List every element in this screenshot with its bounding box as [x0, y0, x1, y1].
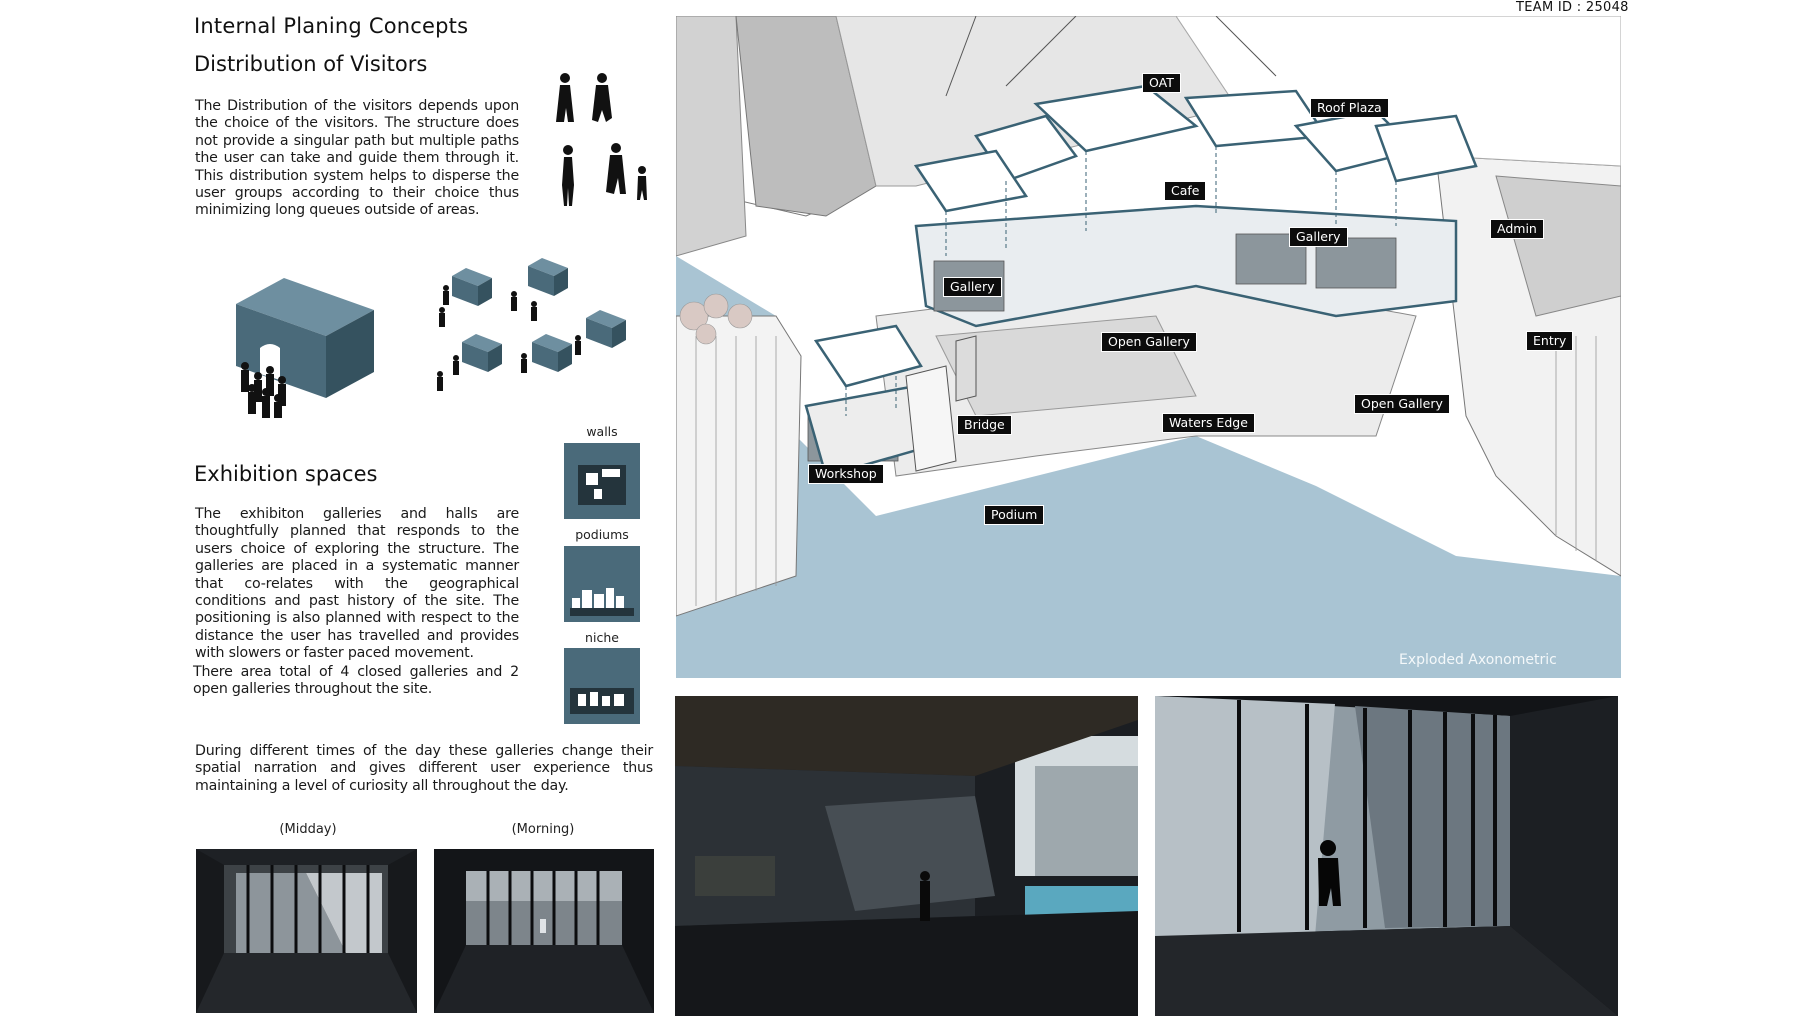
label-gallery-left: Gallery	[943, 277, 1002, 297]
single-block-diagram	[230, 252, 380, 422]
dispersed-blocks-diagram	[428, 250, 628, 410]
label-roof-plaza: Roof Plaza	[1310, 98, 1389, 118]
label-bridge: Bridge	[957, 415, 1012, 435]
time-of-day-text: During different times of the day these galleries change their spatial narration and gives different user experience thus maintaining a level of curiosity all throughout the day.	[195, 743, 653, 794]
morning-render-image	[434, 849, 654, 1013]
distribution-heading: Distribution of Visitors	[194, 52, 428, 76]
walls-label: walls	[586, 424, 618, 439]
walls-icon	[564, 443, 640, 519]
exploded-axonometric-drawing	[676, 16, 1621, 678]
label-workshop: Workshop	[808, 464, 884, 484]
label-gallery-right: Gallery	[1289, 227, 1348, 247]
exhibition-heading: Exhibition spaces	[194, 462, 378, 486]
label-waters-edge: Waters Edge	[1162, 413, 1255, 433]
distribution-text: The Distribution of the visitors depends upon the choice of the visitors. The structure does not provide a singular path but multiple paths the user can take and guide them through it. This distribution system helps to disperse the user groups according to their choice thus minimizing long queues outside of areas.	[195, 98, 519, 219]
niche-icon	[564, 648, 640, 724]
label-admin: Admin	[1490, 219, 1544, 239]
morning-caption: (Morning)	[511, 822, 575, 837]
label-cafe: Cafe	[1164, 181, 1206, 201]
label-entry: Entry	[1526, 331, 1573, 351]
label-open-gallery-right: Open Gallery	[1354, 394, 1450, 414]
team-id: TEAM ID : 25048	[1516, 0, 1629, 15]
exterior-render-image	[675, 696, 1138, 1016]
galleries-count-text: There area total of 4 closed galleries and 2 open galleries throughout the site.	[193, 664, 519, 698]
page-title: Internal Planing Concepts	[194, 14, 469, 38]
visitor-figures-icon	[548, 70, 656, 212]
interior-render-image	[1155, 696, 1618, 1016]
podiums-icon	[564, 546, 640, 622]
niche-label: niche	[585, 630, 619, 645]
exhibition-text: The exhibiton galleries and halls are thoughtfully planned that responds to the users choice of exploring the structure. The galleries are placed in a systematic manner that co-relates with the geographical conditions and past history of the site. The positioning is also planned with respect to the distance the user has travelled and provides with slowers or faster paced movement.	[195, 506, 519, 662]
podiums-label: podiums	[575, 527, 629, 542]
label-oat: OAT	[1142, 73, 1181, 93]
label-podium: Podium	[984, 505, 1044, 525]
midday-caption: (Midday)	[279, 822, 337, 837]
midday-render-image	[196, 849, 417, 1013]
label-open-gallery-center: Open Gallery	[1101, 332, 1197, 352]
axonometric-caption: Exploded Axonometric	[1399, 652, 1557, 668]
